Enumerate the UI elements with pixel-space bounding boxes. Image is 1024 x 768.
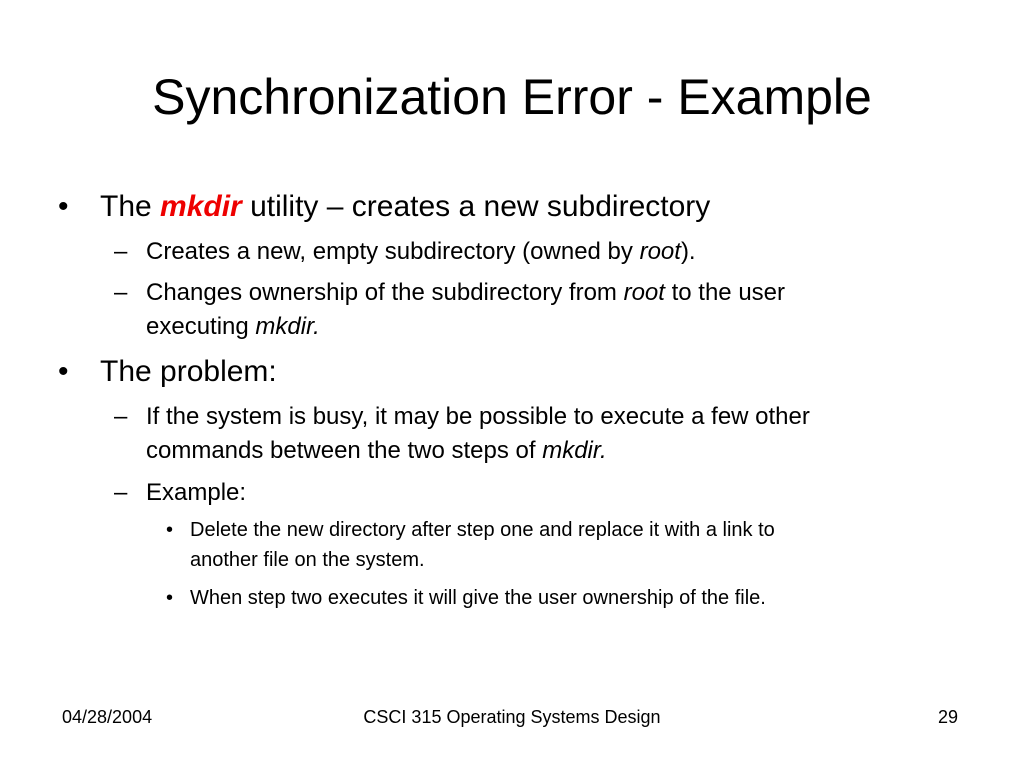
sub-text-pre: commands between the two steps of (146, 437, 543, 464)
dash-marker: – (114, 238, 128, 265)
bullet-marker: • (166, 587, 174, 609)
sub-text-pre: Changes ownership of the subdirectory from (146, 279, 624, 306)
sub-text-post: ). (680, 238, 696, 265)
slide-title: Synchronization Error - Example (152, 69, 872, 125)
sub-bullet-text: If the system is busy, it may be possible to execute a few other (146, 403, 810, 430)
root-italic: root (639, 238, 681, 265)
sub-bullet-text (146, 235, 696, 269)
sub-bullet-text (146, 276, 785, 310)
mkdir-italic: mkdir. (542, 437, 607, 464)
sub-text-pre: executing (146, 313, 256, 340)
sub-bullet-text: Example: (146, 479, 247, 506)
footer-page-number: 29 (938, 707, 959, 727)
root-italic: root (623, 279, 665, 306)
mkdir-italic: mkdir. (255, 313, 320, 340)
bullet-text (100, 190, 710, 224)
bullet-text: The problem: (100, 355, 277, 388)
sub-text-pre: Creates a new, empty subdirectory (owned by (146, 238, 640, 265)
sub-bullet-text (146, 310, 320, 344)
sub-bullet-text (146, 434, 607, 468)
dash-marker: – (114, 279, 128, 306)
bullet-marker: • (58, 355, 69, 388)
mkdir-highlight: mkdir (160, 190, 242, 223)
dash-marker: – (114, 479, 128, 506)
sub-sub-bullet-text: another file on the system. (190, 549, 425, 571)
dash-marker: – (114, 403, 128, 430)
bullet-marker: • (166, 519, 174, 541)
sub-sub-bullet-text: Delete the new directory after step one and replace it with a link to (190, 519, 775, 541)
bullet-text-pre: The (100, 190, 161, 223)
sub-sub-bullet-text: When step two executes it will give the user ownership of the file. (190, 587, 766, 609)
bullet-text-post: utility – creates a new subdirectory (241, 190, 711, 223)
bullet-marker: • (58, 190, 69, 223)
footer-date: 04/28/2004 (62, 707, 153, 727)
footer-course: CSCI 315 Operating Systems Design (363, 707, 661, 727)
sub-text-post: to the user (664, 279, 786, 306)
